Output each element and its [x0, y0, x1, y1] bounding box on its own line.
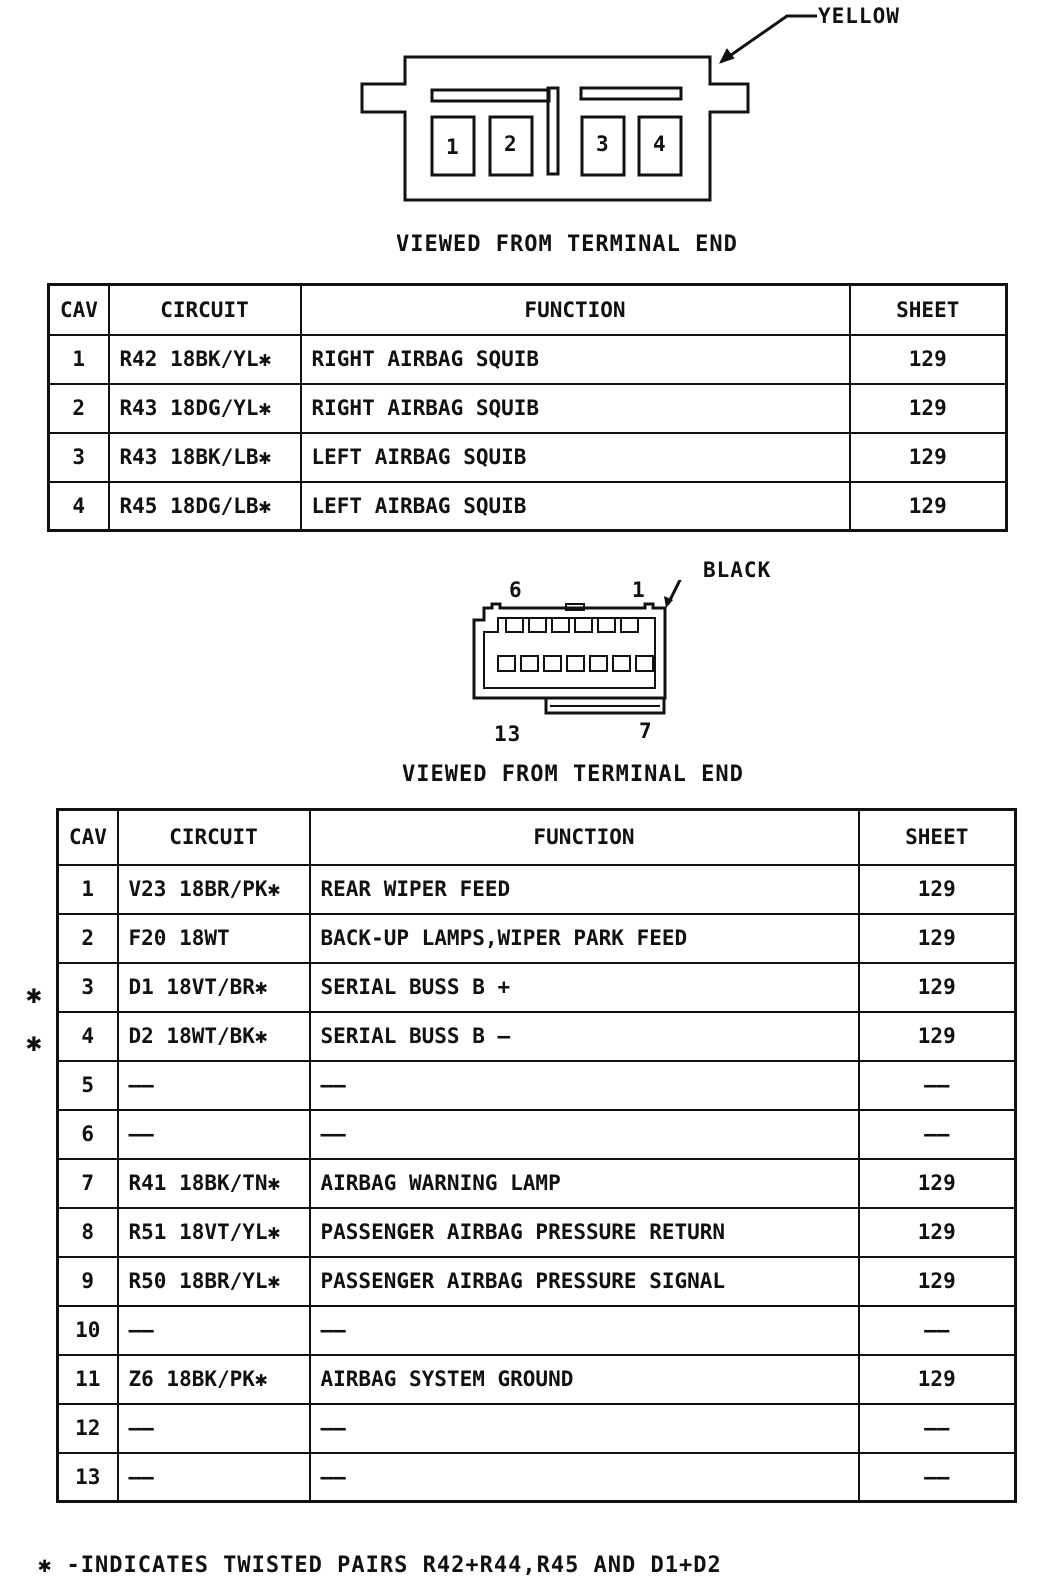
table-row — [58, 865, 1016, 914]
function-cell: LEFT AIRBAG SQUIB — [301, 482, 850, 531]
sheet-cell: 129 — [850, 433, 1007, 482]
cavity-bottom-10 — [567, 656, 584, 671]
cav-cell: 9 — [58, 1257, 118, 1306]
cav-cell: 4 — [49, 482, 109, 531]
sheet-cell: 129 — [859, 1257, 1016, 1306]
circuit-cell: D1 18VT/BR✱ — [118, 963, 310, 1012]
table-row — [58, 963, 1016, 1012]
cav-cell: 5 — [58, 1061, 118, 1110]
sheet-cell: —— — [859, 1453, 1016, 1502]
table-row — [49, 482, 1007, 531]
circuit-cell: Z6 18BK/PK✱ — [118, 1355, 310, 1404]
sheet-cell: 129 — [859, 1355, 1016, 1404]
cav-cell: 13 — [58, 1453, 118, 1502]
black-connector-pinout-table — [56, 808, 1017, 1503]
cav-cell: 11 — [58, 1355, 118, 1404]
twisted-pair-marker-row-3: ✱ — [26, 980, 42, 1010]
circuit-cell: V23 18BR/PK✱ — [118, 865, 310, 914]
header-cav: CAV — [58, 810, 118, 865]
table-row — [58, 1012, 1016, 1061]
circuit-cell: —— — [118, 1110, 310, 1159]
sheet-cell: 129 — [859, 1208, 1016, 1257]
cavity-bottom-12 — [521, 656, 538, 671]
circuit-cell: R43 18BK/LB✱ — [109, 433, 301, 482]
cavity-top-6 — [506, 618, 523, 632]
function-cell: —— — [310, 1110, 859, 1159]
cavity-bottom-11 — [544, 656, 561, 671]
cavity-bottom-7 — [636, 656, 653, 671]
table-row — [49, 384, 1007, 433]
function-cell: —— — [310, 1453, 859, 1502]
yellow-connector-diagram — [355, 0, 915, 215]
function-cell: —— — [310, 1061, 859, 1110]
cavity-top-2 — [598, 618, 615, 632]
pin-label-13: 13 — [494, 722, 522, 746]
header-circuit: CIRCUIT — [109, 285, 301, 335]
circuit-cell: R50 18BR/YL✱ — [118, 1257, 310, 1306]
function-cell: —— — [310, 1404, 859, 1453]
sheet-cell: 129 — [859, 963, 1016, 1012]
header-function: FUNCTION — [310, 810, 859, 865]
table-row — [58, 1061, 1016, 1110]
function-cell: REAR WIPER FEED — [310, 865, 859, 914]
circuit-cell: R45 18DG/LB✱ — [109, 482, 301, 531]
circuit-cell: D2 18WT/BK✱ — [118, 1012, 310, 1061]
black-connector-cavities — [470, 580, 720, 720]
table-row — [58, 1355, 1016, 1404]
circuit-cell: R51 18VT/YL✱ — [118, 1208, 310, 1257]
twisted-pairs-footnote: ✱ -INDICATES TWISTED PAIRS R42+R44,R45 AND D1+D2 — [38, 1553, 722, 1578]
sheet-cell: —— — [859, 1404, 1016, 1453]
cavity-number-3: 3 — [596, 132, 610, 156]
cav-cell: 7 — [58, 1159, 118, 1208]
cav-cell: 6 — [58, 1110, 118, 1159]
function-cell: AIRBAG WARNING LAMP — [310, 1159, 859, 1208]
pin-label-1: 1 — [632, 578, 646, 602]
sheet-cell: 129 — [859, 914, 1016, 963]
black-color-label: BLACK — [703, 558, 772, 582]
table-row — [58, 1208, 1016, 1257]
sheet-cell: 129 — [859, 865, 1016, 914]
sheet-cell: 129 — [850, 384, 1007, 433]
function-cell: LEFT AIRBAG SQUIB — [301, 433, 850, 482]
table-row — [58, 1453, 1016, 1502]
connector1-view-caption: VIEWED FROM TERMINAL END — [396, 232, 738, 257]
cav-cell: 10 — [58, 1306, 118, 1355]
connector2-view-caption: VIEWED FROM TERMINAL END — [402, 762, 744, 787]
circuit-cell: R42 18BK/YL✱ — [109, 335, 301, 384]
yellow-color-label: YELLOW — [818, 4, 900, 28]
cav-cell: 8 — [58, 1208, 118, 1257]
cav-cell: 1 — [49, 335, 109, 384]
cavity-top-1 — [621, 618, 638, 632]
circuit-cell: —— — [118, 1453, 310, 1502]
header-function: FUNCTION — [301, 285, 850, 335]
cavity-top-3 — [575, 618, 592, 632]
table-row — [58, 1257, 1016, 1306]
header-sheet: SHEET — [850, 285, 1007, 335]
cav-cell: 4 — [58, 1012, 118, 1061]
function-cell: PASSENGER AIRBAG PRESSURE RETURN — [310, 1208, 859, 1257]
cavity-number-2: 2 — [504, 132, 518, 156]
cavity-top-4 — [552, 618, 569, 632]
circuit-cell: F20 18WT — [118, 914, 310, 963]
table-row — [58, 1306, 1016, 1355]
table-row — [58, 1159, 1016, 1208]
pin-label-7: 7 — [639, 719, 653, 743]
sheet-cell: —— — [859, 1110, 1016, 1159]
table-row — [49, 433, 1007, 482]
function-cell: RIGHT AIRBAG SQUIB — [301, 335, 850, 384]
cavity-bottom-13 — [498, 656, 515, 671]
function-cell: —— — [310, 1306, 859, 1355]
cavity-top-5 — [529, 618, 546, 632]
cav-cell: 3 — [49, 433, 109, 482]
table-row — [49, 335, 1007, 384]
header-cav: CAV — [49, 285, 109, 335]
pin-label-6: 6 — [509, 578, 523, 602]
cav-cell: 12 — [58, 1404, 118, 1453]
sheet-cell: —— — [859, 1061, 1016, 1110]
table-row — [58, 1404, 1016, 1453]
cavity-number-4: 4 — [653, 132, 667, 156]
function-cell: AIRBAG SYSTEM GROUND — [310, 1355, 859, 1404]
yellow-connector-pinout-table — [47, 283, 1008, 532]
function-cell: BACK-UP LAMPS,WIPER PARK FEED — [310, 914, 859, 963]
cavity-number-1: 1 — [446, 135, 460, 159]
cavity-bottom-8 — [613, 656, 630, 671]
sheet-cell: 129 — [850, 482, 1007, 531]
circuit-cell: —— — [118, 1404, 310, 1453]
function-cell: SERIAL BUSS B + — [310, 963, 859, 1012]
table-row — [58, 914, 1016, 963]
header-sheet: SHEET — [859, 810, 1016, 865]
twisted-pair-marker-row-4: ✱ — [26, 1028, 42, 1058]
sheet-cell: 129 — [859, 1159, 1016, 1208]
cav-cell: 3 — [58, 963, 118, 1012]
function-cell: PASSENGER AIRBAG PRESSURE SIGNAL — [310, 1257, 859, 1306]
header-circuit: CIRCUIT — [118, 810, 310, 865]
sheet-cell: 129 — [850, 335, 1007, 384]
function-cell: RIGHT AIRBAG SQUIB — [301, 384, 850, 433]
sheet-cell: —— — [859, 1306, 1016, 1355]
function-cell: SERIAL BUSS B — — [310, 1012, 859, 1061]
table-row — [58, 1110, 1016, 1159]
cav-cell: 1 — [58, 865, 118, 914]
cav-cell: 2 — [58, 914, 118, 963]
sheet-cell: 129 — [859, 1012, 1016, 1061]
circuit-cell: R43 18DG/YL✱ — [109, 384, 301, 433]
circuit-cell: —— — [118, 1306, 310, 1355]
cav-cell: 2 — [49, 384, 109, 433]
circuit-cell: —— — [118, 1061, 310, 1110]
cavity-bottom-9 — [590, 656, 607, 671]
circuit-cell: R41 18BK/TN✱ — [118, 1159, 310, 1208]
